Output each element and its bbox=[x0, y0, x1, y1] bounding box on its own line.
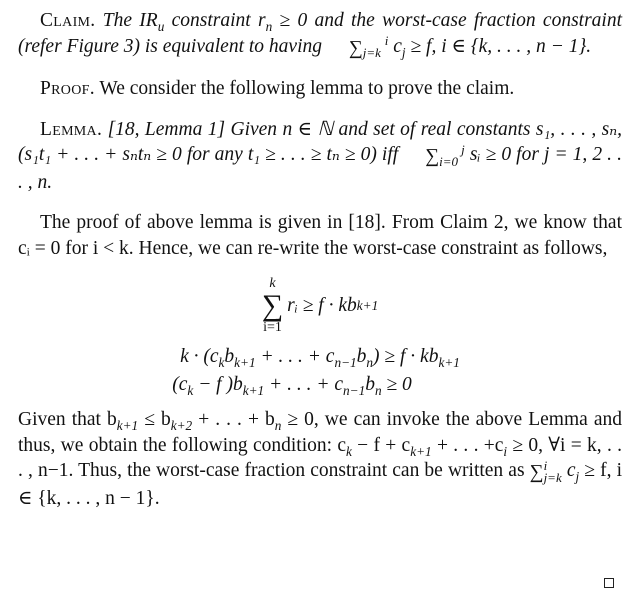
body2-text-6: + . . . +c bbox=[431, 434, 504, 456]
lemma-sum-sup: j bbox=[461, 141, 465, 157]
body2-text-7: ≥ 0, ∀i = k, . . . , n−1. Thus, the worst-case fraction constraint can be written as bbox=[18, 434, 622, 481]
lemma-sum-limits bbox=[439, 141, 465, 169]
equation-3 bbox=[18, 371, 622, 399]
claim-var-r: r bbox=[257, 10, 266, 31]
body2-sum-body: c bbox=[566, 460, 576, 481]
eq2-part-d: + . . . + c bbox=[255, 346, 335, 367]
body2-text-3: + . . . + b bbox=[192, 409, 275, 430]
body2-text-8: ≥ f, i ∈ {k, . . . , n − 1}. bbox=[18, 460, 623, 509]
eq1-sum-top: k bbox=[269, 276, 276, 291]
body2-sum-sub: j=k bbox=[543, 469, 562, 485]
lemma-var-n: n bbox=[282, 118, 293, 140]
eq3-sub-c: k+1 bbox=[242, 382, 265, 398]
body2-sum-symbol: ∑ bbox=[529, 462, 544, 483]
lemma-sum-symbol: ∑ bbox=[425, 146, 440, 167]
eq3-part-h: ≥ 0 bbox=[381, 374, 412, 395]
eq3-part-b: − f )b bbox=[193, 374, 243, 395]
qed-square-icon bbox=[604, 578, 614, 588]
eq1-sum-bottom: i=1 bbox=[263, 320, 282, 335]
lemma-sum-body: sᵢ ≥ 0 for j = 1, 2 . . . , n. bbox=[18, 144, 622, 193]
lemma-constants: s₁, . . . , sₙ, (s₁t₁ + . . . + sₙtₙ ≥ 0 for any t₁ ≥ . . . ≥ tₙ ≥ 0) bbox=[18, 118, 623, 165]
lemma-heading: Lemma. bbox=[40, 118, 103, 140]
lemma-iff: iff bbox=[376, 144, 404, 165]
claim-sum-sup: i bbox=[384, 33, 389, 49]
claim-text-d: ≥ f, i ∈ {k, . . . , n − 1}. bbox=[405, 35, 592, 57]
body2-text-5: − f + c bbox=[351, 434, 411, 456]
eq3-sub-a: k bbox=[187, 382, 194, 398]
equation-block bbox=[18, 269, 622, 399]
body2-sub-c2: k+1 bbox=[410, 443, 432, 459]
body2-sub-c3: i bbox=[503, 443, 508, 459]
body2-text-2: ≤ b bbox=[138, 409, 171, 430]
eq3-sub-e: n−1 bbox=[343, 382, 366, 398]
eq1-body: rᵢ ≥ f · kb bbox=[287, 295, 357, 316]
body2-sub-b2: k+2 bbox=[170, 417, 193, 433]
body2-text-4: ≥ 0, we can invoke the above Lemma and thus, we obtain the following condition: c bbox=[18, 409, 622, 456]
claim-sum-symbol: ∑ bbox=[348, 37, 363, 59]
proof-heading: Proof. bbox=[40, 78, 95, 99]
claim-paragraph bbox=[18, 8, 622, 61]
eq2-sub-i: k+1 bbox=[438, 354, 460, 370]
proof-text: We consider the following lemma to prove the claim. bbox=[99, 78, 515, 99]
claim-text-a-sub: u bbox=[157, 18, 165, 34]
equation-2 bbox=[18, 343, 622, 371]
body-paragraph-2 bbox=[18, 407, 622, 511]
body1-text: The proof of above lemma is given in [18]. From Claim 2, we know that cᵢ = 0 for i < k. Hence, we can re-write the worst-case constraint as follows, bbox=[18, 212, 622, 259]
body2-sum-body-sub: j bbox=[575, 468, 580, 484]
body2-sum-limits bbox=[543, 457, 562, 485]
eq1-sum bbox=[262, 277, 283, 335]
claim-text-b: constraint bbox=[164, 10, 258, 31]
lemma-cite: [18, Lemma 1] bbox=[107, 118, 226, 140]
body2-sub-b3: n bbox=[274, 417, 282, 433]
eq3-sub-g: n bbox=[374, 382, 382, 398]
eq2-sub-a: k bbox=[218, 354, 225, 370]
eq2-part-b: b bbox=[224, 346, 235, 367]
claim-text-c: ≥ 0 and the worst-case fraction constraint (refer Figure 3) is equivalent to having bbox=[18, 10, 622, 57]
eq2-part-f: b bbox=[356, 346, 367, 367]
eq2-sub-c: k+1 bbox=[234, 354, 256, 370]
eq2-part-h: ) ≥ f · kb bbox=[373, 346, 439, 367]
body2-text-1: Given that b bbox=[18, 409, 117, 430]
eq3-part-f: b bbox=[365, 374, 375, 395]
eq2-sub-e: n−1 bbox=[334, 354, 357, 370]
claim-var-r-sub: n bbox=[265, 18, 273, 34]
claim-sum-body-sub: j bbox=[401, 44, 406, 60]
lemma-paragraph bbox=[18, 117, 622, 196]
lemma-text-b: ∈ ℕ and set of real constants bbox=[292, 118, 536, 140]
body2-sub-b1: k+1 bbox=[116, 417, 139, 433]
eq3-part-d: + . . . + c bbox=[264, 374, 344, 395]
eq2-part: k · (c bbox=[180, 346, 219, 367]
lemma-text-a: Given bbox=[225, 118, 283, 140]
eq2-sub-g: n bbox=[366, 354, 374, 370]
eq3-part: (c bbox=[172, 374, 188, 395]
body2-sum-sup: i bbox=[543, 457, 548, 473]
claim-sum-sub: j=k bbox=[362, 45, 381, 61]
equation-1: k ∑ i=1 rᵢ ≥ f · kb k+1 bbox=[261, 276, 379, 335]
proof-paragraph bbox=[18, 76, 622, 102]
claim-heading: Claim. bbox=[40, 10, 96, 31]
claim-text-a: The IR bbox=[102, 10, 158, 31]
lemma-sum-sub: i=0 bbox=[439, 153, 459, 169]
eq1-sum-symbol: ∑ bbox=[261, 289, 284, 322]
claim-sum-body: c bbox=[393, 35, 402, 57]
body-paragraph-1 bbox=[18, 210, 622, 261]
claim-sum-limits bbox=[363, 35, 389, 59]
body2-sub-c1: k bbox=[346, 443, 352, 459]
